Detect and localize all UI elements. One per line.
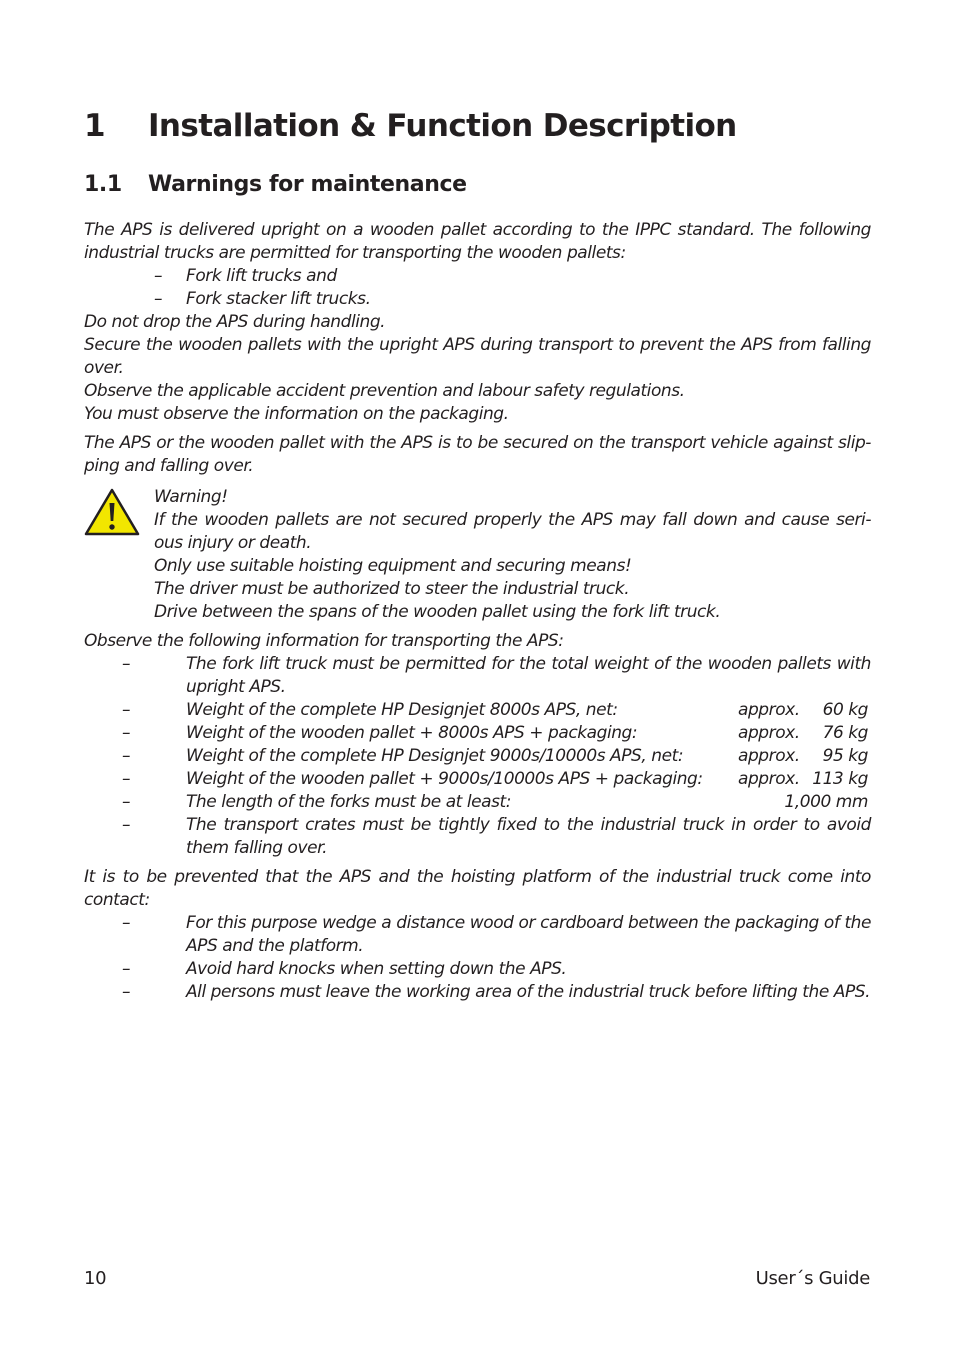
weight-approx: approx. — [738, 746, 800, 766]
chapter-heading — [84, 104, 737, 148]
dash-bullet: – — [122, 982, 131, 1002]
weight-approx: approx. — [738, 769, 800, 789]
contact-item: Avoid hard knocks when setting down the APS. — [186, 959, 567, 979]
warning-line: If the wooden pallets are not secured properly the APS may fall down and cause seri-ous injury or death. — [154, 510, 871, 553]
weight-label: Weight of the complete HP Designjet 8000s APS, net: — [186, 700, 618, 720]
weight-approx: approx. — [738, 723, 800, 743]
section-heading — [84, 170, 467, 200]
contact-intro: It is to be prevented that the APS and the hoisting platform of the industrial truck come into contact: — [84, 867, 871, 910]
weight-approx: approx. — [738, 700, 800, 720]
weight-label: Weight of the complete HP Designjet 9000s/10000s APS, net: — [186, 746, 684, 766]
fork-length-label: The length of the forks must be at least: — [186, 792, 511, 812]
fork-length-row — [84, 791, 871, 814]
packaging-line: You must observe the information on the packaging. — [84, 404, 509, 424]
warning-line: Only use suitable hoisting equipment and securing means! — [154, 556, 632, 576]
list-item — [84, 288, 871, 311]
dash-bullet: – — [122, 815, 131, 835]
chapter-title: Installation & Function Description — [148, 108, 737, 144]
weight-row — [84, 722, 871, 745]
weight-value: 76 kg — [822, 723, 868, 743]
handling-line: Do not drop the APS during handling. — [84, 312, 386, 332]
contact-item: For this purpose wedge a distance wood or cardboard between the packaging of the APS and the platform. — [186, 913, 871, 956]
weight-value: 113 kg — [812, 769, 868, 789]
dash-bullet: – — [122, 913, 131, 933]
warning-title: Warning! — [154, 487, 228, 507]
weight-row — [84, 699, 871, 722]
chapter-number: 1 — [84, 108, 105, 144]
secure-paragraph: The APS or the wooden pallet with the APS is to be secured on the transport vehicle against slip-ping and falling over. — [84, 433, 871, 476]
weight-row — [84, 745, 871, 768]
fork-length-value: 1,000 mm — [784, 792, 868, 812]
weight-value: 95 kg — [822, 746, 868, 766]
warning-line: Drive between the spans of the wooden pallet using the fork lift truck. — [154, 602, 721, 622]
secure-line: Secure the wooden pallets with the upright APS during transport to prevent the APS from falling over. — [84, 335, 871, 378]
dash-bullet: – — [122, 723, 131, 743]
weight-label: Weight of the wooden pallet + 8000s APS + packaging: — [186, 723, 638, 743]
truck-item-1: Fork lift trucks and — [186, 266, 337, 286]
dash-bullet: – — [122, 654, 131, 674]
dash-bullet: – — [122, 769, 131, 789]
dash-bullet: – — [122, 746, 131, 766]
footer-guide-title: User´s Guide — [755, 1268, 870, 1289]
dash-bullet: – — [122, 959, 131, 979]
list-item — [84, 653, 871, 699]
dash-bullet: – — [154, 266, 163, 286]
weight-value: 60 kg — [822, 700, 868, 720]
weight-label: Weight of the wooden pallet + 9000s/10000s APS + packaging: — [186, 769, 703, 789]
list-item — [84, 814, 871, 860]
truck-item-2: Fork stacker lift trucks. — [186, 289, 371, 309]
transport-first: The fork lift truck must be permitted for the total weight of the wooden pallets with upright APS. — [186, 654, 871, 697]
list-item — [84, 958, 871, 981]
transport-intro: Observe the following information for transporting the APS: — [84, 631, 564, 651]
intro-paragraph: The APS is delivered upright on a wooden pallet according to the IPPC standard. The following industrial trucks are permitted for transporting the wooden pallets: — [84, 220, 871, 263]
weight-row — [84, 768, 871, 791]
warning-line: The driver must be authorized to steer the industrial truck. — [154, 579, 630, 599]
dash-bullet: – — [154, 289, 163, 309]
page-number: 10 — [84, 1268, 107, 1289]
list-item — [84, 265, 871, 288]
transport-last: The transport crates must be tightly fixed to the industrial truck in order to avoid them falling over. — [186, 815, 871, 858]
section-title: Warnings for maintenance — [148, 172, 467, 197]
warning-triangle-icon — [84, 488, 140, 536]
dash-bullet: – — [122, 700, 131, 720]
body-text — [84, 219, 871, 1004]
section-number: 1.1 — [84, 172, 122, 197]
list-item — [84, 912, 871, 958]
regulations-line: Observe the applicable accident prevention and labour safety regulations. — [84, 381, 685, 401]
list-item — [84, 981, 871, 1004]
dash-bullet: – — [122, 792, 131, 812]
warning-block — [84, 486, 871, 624]
contact-item: All persons must leave the working area of the industrial truck before lifting the APS. — [186, 982, 871, 1002]
